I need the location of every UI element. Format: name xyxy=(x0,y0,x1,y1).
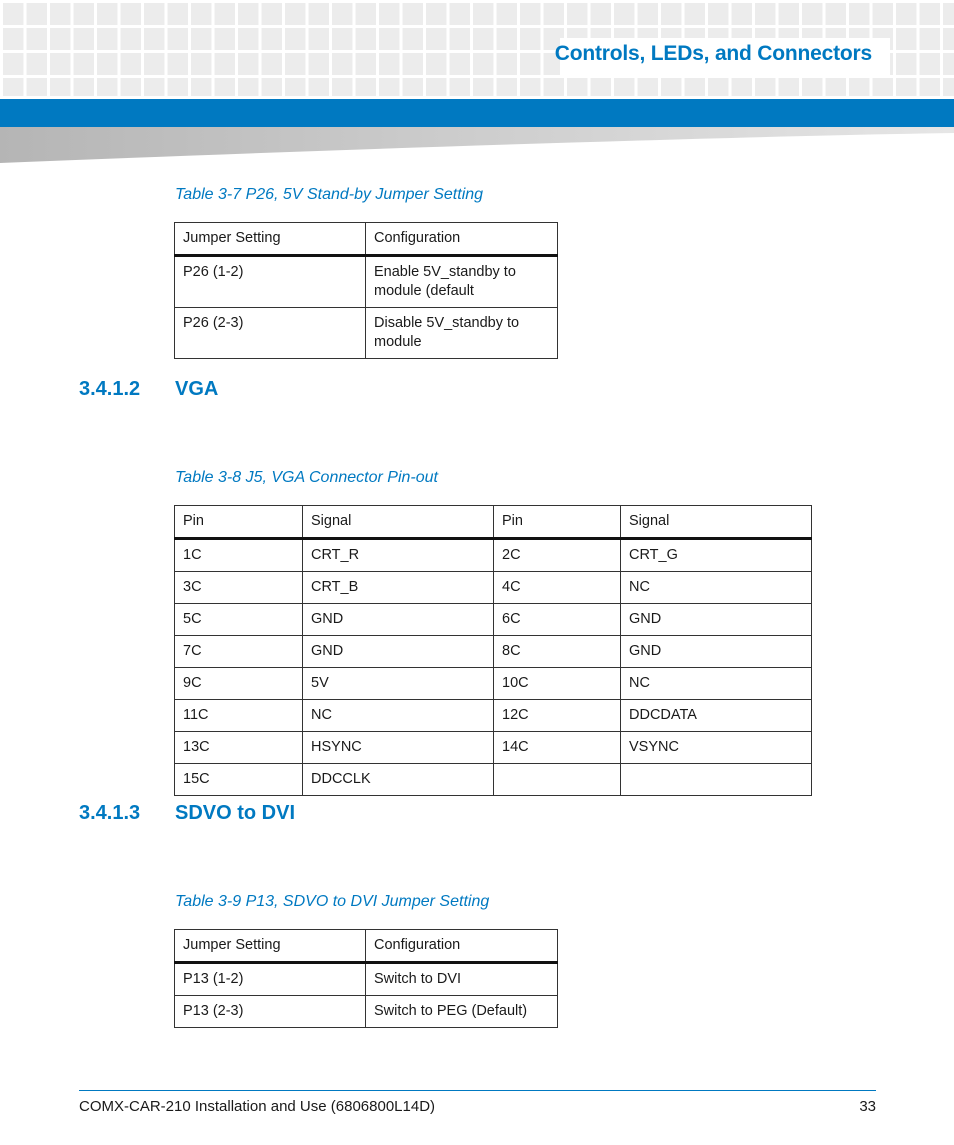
table-3-7 xyxy=(174,222,558,359)
table-3-7-caption: Table 3-7 P26, 5V Stand-by Jumper Setting xyxy=(175,186,484,203)
table-header-row xyxy=(175,930,558,963)
table-3-8-caption: Table 3-8 J5, VGA Connector Pin-out xyxy=(175,469,438,486)
table-cell: GND xyxy=(621,604,812,636)
table-cell: 8C xyxy=(494,636,621,668)
header-cell: Configuration xyxy=(366,223,558,256)
table-cell: Disable 5V_standby to module xyxy=(366,308,558,359)
table-cell: 13C xyxy=(175,732,303,764)
table-cell: 14C xyxy=(494,732,621,764)
table-cell xyxy=(494,764,621,796)
table-cell: HSYNC xyxy=(303,732,494,764)
table-row xyxy=(175,732,812,764)
header-cell: Jumper Setting xyxy=(175,930,366,963)
table-row xyxy=(175,256,558,308)
table-cell: DDCCLK xyxy=(303,764,494,796)
footer-document-title: COMX-CAR-210 Installation and Use (6806800L14D) xyxy=(79,1098,436,1115)
table-cell: 1C xyxy=(175,539,303,572)
header-cell: Signal xyxy=(621,506,812,539)
header-cell: Jumper Setting xyxy=(175,223,366,256)
table-cell: GND xyxy=(303,636,494,668)
table-cell: Switch to PEG (Default) xyxy=(366,996,558,1028)
table-row xyxy=(175,539,812,572)
page-number: 33 xyxy=(859,1098,876,1115)
table-cell: GND xyxy=(303,604,494,636)
table-cell: DDCDATA xyxy=(621,700,812,732)
table-cell: 11C xyxy=(175,700,303,732)
table-cell: 10C xyxy=(494,668,621,700)
header-cell: Pin xyxy=(175,506,303,539)
header-cell: Configuration xyxy=(366,930,558,963)
table-row xyxy=(175,636,812,668)
header-cell: Signal xyxy=(303,506,494,539)
table-cell: 6C xyxy=(494,604,621,636)
table-3-8 xyxy=(174,505,812,796)
table-cell: P13 (1-2) xyxy=(175,963,366,996)
table-3-9-caption: Table 3-9 P13, SDVO to DVI Jumper Setting xyxy=(175,893,490,910)
header-bar xyxy=(0,99,954,127)
table-cell: 4C xyxy=(494,572,621,604)
table-cell: 9C xyxy=(175,668,303,700)
table-cell: NC xyxy=(621,668,812,700)
table-cell: 7C xyxy=(175,636,303,668)
table-row xyxy=(175,700,812,732)
table-row xyxy=(175,764,812,796)
table-header-row xyxy=(175,223,558,256)
header-cell: Pin xyxy=(494,506,621,539)
footer-rule xyxy=(79,1090,876,1091)
table-cell: P13 (2-3) xyxy=(175,996,366,1028)
table-3-9 xyxy=(174,929,558,1028)
table-cell: 5V xyxy=(303,668,494,700)
table-cell: 2C xyxy=(494,539,621,572)
table-cell: GND xyxy=(621,636,812,668)
table-cell: NC xyxy=(621,572,812,604)
table-cell: NC xyxy=(303,700,494,732)
section-number: 3.4.1.2 xyxy=(79,378,141,400)
section-heading-vga xyxy=(79,378,218,401)
table-cell: 12C xyxy=(494,700,621,732)
table-cell: VSYNC xyxy=(621,732,812,764)
table-row xyxy=(175,668,812,700)
table-cell: P26 (1-2) xyxy=(175,256,366,308)
table-row xyxy=(175,572,812,604)
table-cell: CRT_G xyxy=(621,539,812,572)
table-cell: Switch to DVI xyxy=(366,963,558,996)
table-row xyxy=(175,308,558,359)
table-cell: CRT_R xyxy=(303,539,494,572)
table-cell xyxy=(621,764,812,796)
chapter-title: Controls, LEDs, and Connectors xyxy=(554,42,872,65)
table-cell: CRT_B xyxy=(303,572,494,604)
section-number: 3.4.1.3 xyxy=(79,802,141,824)
section-heading-sdvo xyxy=(79,802,295,825)
table-header-row xyxy=(175,506,812,539)
table-row xyxy=(175,996,558,1028)
header-swoosh xyxy=(0,127,954,167)
section-title: VGA xyxy=(175,378,219,400)
table-cell: 3C xyxy=(175,572,303,604)
section-title: SDVO to DVI xyxy=(175,802,296,824)
table-cell: 15C xyxy=(175,764,303,796)
table-cell: P26 (2-3) xyxy=(175,308,366,359)
table-row xyxy=(175,604,812,636)
table-cell: 5C xyxy=(175,604,303,636)
table-row xyxy=(175,963,558,996)
table-cell: Enable 5V_standby to module (default xyxy=(366,256,558,308)
